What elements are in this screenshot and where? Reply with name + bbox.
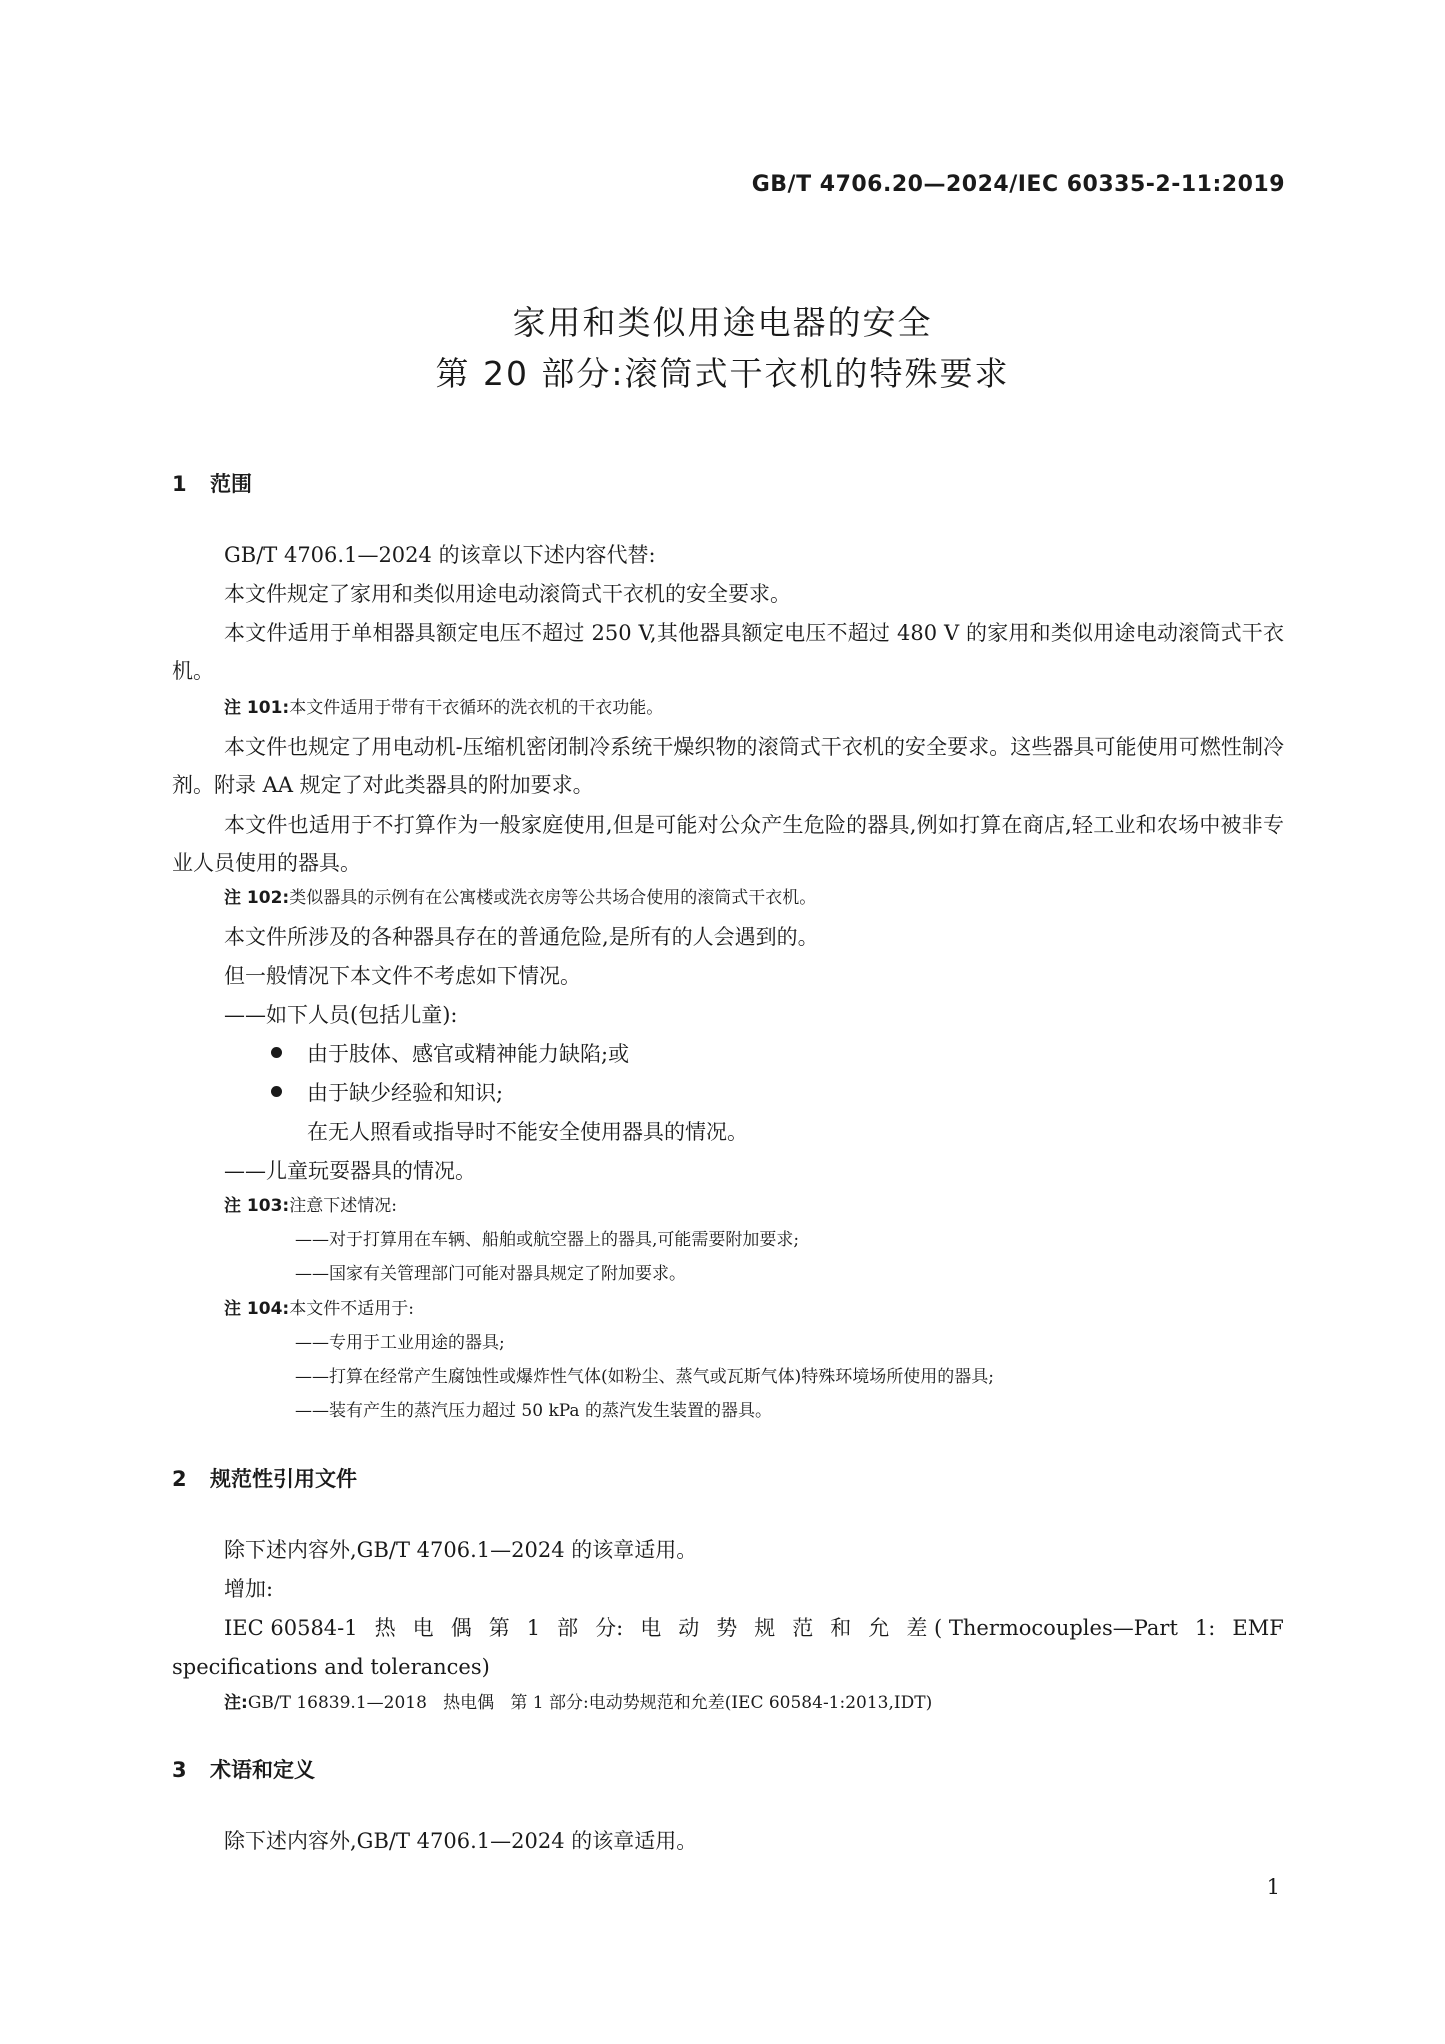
paragraph: 除下述内容外,GB/T 4706.1—2024 的该章适用。 — [224, 1538, 698, 1562]
section-number: 1 — [172, 472, 187, 496]
document-title-line1: 家用和类似用途电器的安全 — [512, 303, 933, 342]
note-list-item: ——专用于工业用途的器具; — [295, 1333, 505, 1353]
note-label: 注 103: — [224, 1196, 290, 1216]
paragraph: 本文件所涉及的各种器具存在的普通危险,是所有的人会遇到的。 — [224, 925, 819, 949]
note-text: 类似器具的示例有在公寓楼或洗衣房等公共场合使用的滚筒式干衣机。 — [289, 888, 817, 908]
section-heading-terms-definitions — [172, 1754, 315, 1784]
note-label: 注 104: — [224, 1299, 290, 1319]
section-heading-normative-references — [172, 1463, 357, 1493]
note-reference — [224, 1687, 932, 1719]
note-text: 本文件不适用于: — [289, 1299, 414, 1319]
note-list-item: ——装有产生的蒸汽压力超过 50 kPa 的蒸汽发生装置的器具。 — [295, 1401, 772, 1421]
bullet-item: 由于缺少经验和知识; — [271, 1074, 503, 1112]
bullet-icon — [271, 1086, 282, 1097]
paragraph: 增加: — [224, 1577, 274, 1601]
section-number: 2 — [172, 1467, 187, 1491]
standard-id: GB/T 4706.20—2024/IEC 60335-2-11:2019 — [751, 172, 1285, 197]
paragraph: 但一般情况下本文件不考虑如下情况。 — [224, 964, 581, 988]
reference-entry-continued: specifications and tolerances) — [172, 1655, 490, 1679]
note-text: GB/T 16839.1—2018 热电偶 第 1 部分:电动势规范和允差(IEC 60584-1:2013,IDT) — [247, 1693, 933, 1713]
note-label: 注: — [224, 1693, 248, 1713]
page-number: 1 — [1266, 1875, 1280, 1899]
section-title: 规范性引用文件 — [210, 1467, 357, 1491]
note-list-item: ——打算在经常产生腐蚀性或爆炸性气体(如粉尘、蒸气或瓦斯气体)特殊环境场所使用的器具; — [295, 1367, 994, 1387]
note-text: 本文件适用于带有干衣循环的洗衣机的干衣功能。 — [289, 698, 664, 718]
paragraph: 除下述内容外,GB/T 4706.1—2024 的该章适用。 — [224, 1829, 698, 1853]
bullet-item: 由于肢体、感官或精神能力缺陷;或 — [271, 1035, 629, 1073]
section-title: 术语和定义 — [210, 1758, 315, 1782]
paragraph: 本文件也适用于不打算作为一般家庭使用,但是可能对公众产生危险的器具,例如打算在商店,轻工业和农场中被非专业人员使用的器具。 — [172, 813, 1284, 875]
note-list-item: ——国家有关管理部门可能对器具规定了附加要求。 — [295, 1264, 686, 1284]
dash-item: ——儿童玩耍器具的情况。 — [224, 1159, 476, 1183]
note-103 — [224, 1190, 397, 1222]
section-number: 3 — [172, 1758, 187, 1782]
bullet-icon — [271, 1047, 282, 1058]
note-label: 注 102: — [224, 888, 290, 908]
dash-item: ——如下人员(包括儿童): — [224, 1003, 458, 1027]
reference-entry: IEC 60584-1 热 电 偶 第 1 部 分: 电 动 势 规 范 和 允 差 ( Thermocouples—Part 1: EMF — [224, 1616, 1284, 1640]
note-list-item: ——对于打算用在车辆、船舶或航空器上的器具,可能需要附加要求; — [295, 1230, 800, 1250]
document-title-line2: 第 20 部分:滚筒式干衣机的特殊要求 — [435, 354, 1010, 393]
note-101 — [224, 692, 663, 724]
section-heading-scope — [172, 468, 252, 498]
section-title: 范围 — [210, 472, 252, 496]
paragraph: GB/T 4706.1—2024 的该章以下述内容代替: — [224, 543, 656, 567]
note-label: 注 101: — [224, 698, 290, 718]
paragraph: 本文件规定了家用和类似用途电动滚筒式干衣机的安全要求。 — [224, 582, 791, 606]
note-102 — [224, 882, 816, 914]
note-text: 注意下述情况: — [289, 1196, 397, 1216]
paragraph: 本文件也规定了用电动机-压缩机密闭制冷系统干燥织物的滚筒式干衣机的安全要求。这些器具可能使用可燃性制冷剂。附录 AA 规定了对此类器具的附加要求。 — [172, 735, 1284, 797]
bullet-continuation: 在无人照看或指导时不能安全使用器具的情况。 — [307, 1120, 748, 1144]
paragraph: 本文件适用于单相器具额定电压不超过 250 V,其他器具额定电压不超过 480 V 的家用和类似用途电动滚筒式干衣机。 — [172, 621, 1284, 683]
note-104 — [224, 1293, 414, 1325]
